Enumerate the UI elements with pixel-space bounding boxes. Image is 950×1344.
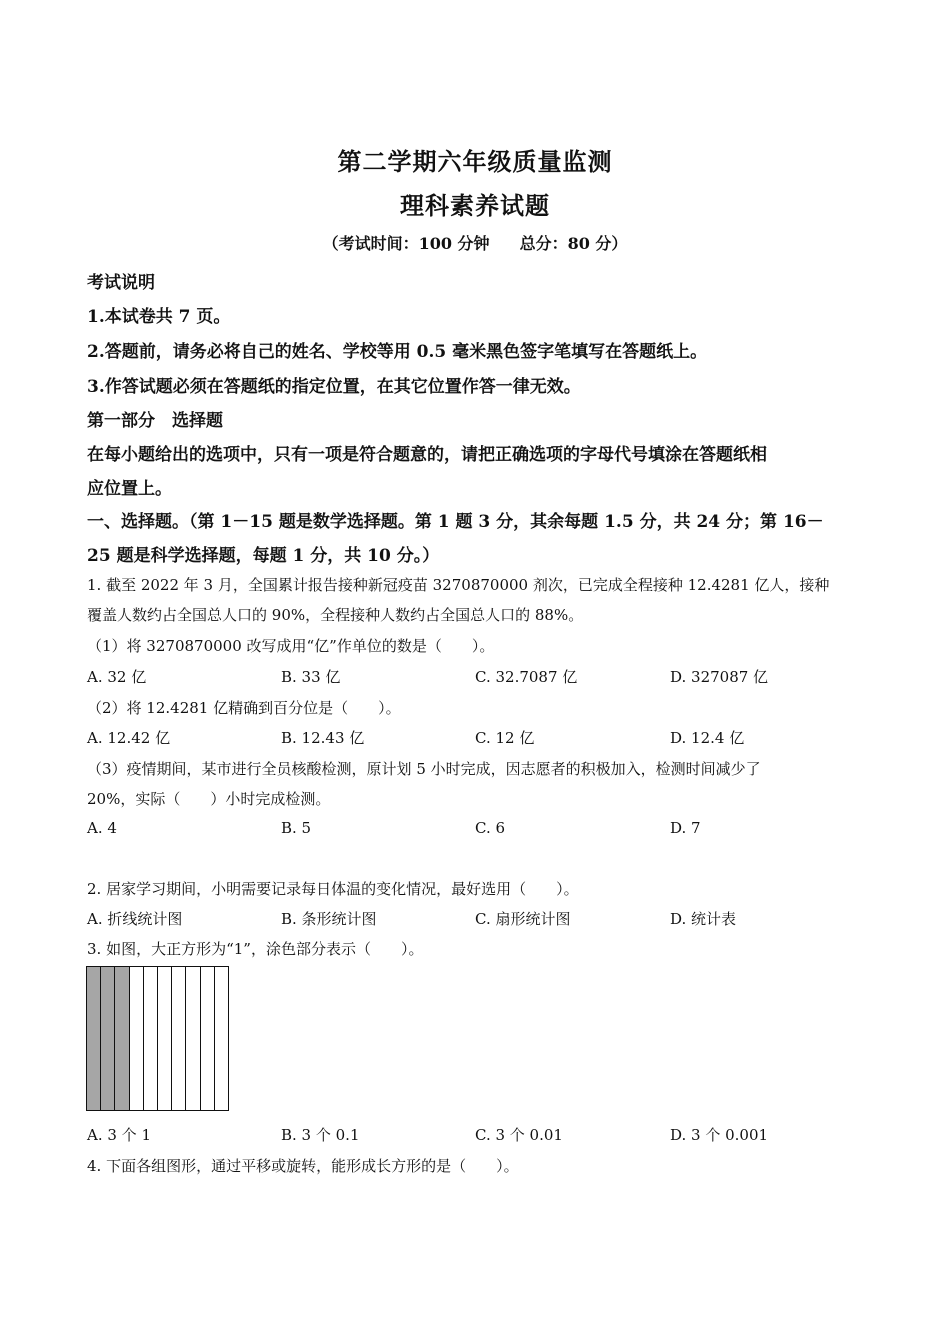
question-1-stem: 1. 截至 2022 年 3 月，全国累计报告接种新冠疫苗 3270870000 剂次，已完成全程接种 12.4281 亿人，接种 [87,576,830,594]
blank-strip [201,967,215,1110]
section-heading: 一、选择题。（第 1－15 题是数学选择题。第 1 题 3 分，其余每题 1.5 分，共 24 分；第 16－ [87,512,824,532]
question-1-sub2: （2）将 12.4281 亿精确到百分位是（ ）。 [87,699,401,717]
option-b: B. 5 [281,819,312,837]
blank-strip [158,967,172,1110]
exam-title: 第二学期六年级质量监测 [337,147,613,176]
question-2-stem: 2. 居家学习期间，小明需要记录每日体温的变化情况，最好选用（ ）。 [87,880,579,898]
option-d: D. 3 个 0.001 [670,1126,769,1144]
instruction-item: 2.答题前，请务必将自己的姓名、学校等用 0.5 毫米黑色签字笔填写在答题纸上。 [87,342,708,362]
question-1-sub3: 20%，实际（ ）小时完成检测。 [87,790,331,808]
section-heading: 25 题是科学选择题，每题 1 分，共 10 分。） [87,546,440,566]
option-a: A. 折线统计图 [87,910,183,928]
blank-strip [186,967,200,1110]
option-d: D. 12.4 亿 [670,729,745,747]
option-c: C. 6 [475,819,506,837]
blank-strip [130,967,144,1110]
exam-time: （考试时间：100 分钟 [322,234,490,253]
option-b: B. 3 个 0.1 [281,1126,360,1144]
option-a: A. 32 亿 [87,668,147,686]
blank-strip [144,967,158,1110]
instruction-item: 3.作答试题必须在答题纸的指定位置，在其它位置作答一律无效。 [87,377,581,397]
exam-time-score [0,231,950,254]
option-b: B. 12.43 亿 [281,729,365,747]
instruction-item: 1.本试卷共 7 页。 [87,307,231,327]
option-c: C. 32.7087 亿 [475,668,578,686]
exam-subject-title: 理科素养试题 [400,191,550,220]
option-b: B. 33 亿 [281,668,341,686]
option-c: C. 12 亿 [475,729,535,747]
option-a: A. 12.42 亿 [87,729,171,747]
part1-intro: 在每小题给出的选项中，只有一项是符合题意的，请把正确选项的字母代号填涂在答题纸相 [87,445,767,465]
option-b: B. 条形统计图 [281,910,377,928]
option-a: A. 4 [87,819,117,837]
shaded-strip [101,967,115,1110]
question-3-stem: 3. 如图，大正方形为“1”，涂色部分表示（ ）。 [87,940,424,958]
blank-strip [215,967,228,1110]
option-d: D. 统计表 [670,910,737,928]
question-1-stem: 覆盖人数约占全国总人口的 90%，全程接种人数约占全国总人口的 88%。 [87,606,584,624]
shaded-strip [87,967,101,1110]
part1-heading: 第一部分 选择题 [87,411,223,431]
option-d: D. 327087 亿 [670,668,769,686]
option-d: D. 7 [670,819,701,837]
option-c: C. 3 个 0.01 [475,1126,563,1144]
question-4-stem: 4. 下面各组图形，通过平移或旋转，能形成长方形的是（ ）。 [87,1157,519,1175]
shaded-strip [115,967,129,1110]
part1-intro: 应位置上。 [87,479,172,499]
option-c: C. 扇形统计图 [475,910,571,928]
question-1-sub1: （1）将 3270870000 改写成用“亿”作单位的数是（ ）。 [87,637,495,655]
option-a: A. 3 个 1 [87,1126,151,1144]
exam-total-score: 总分：80 分） [519,234,628,253]
instructions-heading: 考试说明 [87,273,155,293]
fraction-square-figure [86,966,229,1111]
question-1-sub3: （3）疫情期间，某市进行全员核酸检测，原计划 5 小时完成，因志愿者的积极加入，检测时间减少了 [87,760,761,778]
blank-strip [172,967,186,1110]
